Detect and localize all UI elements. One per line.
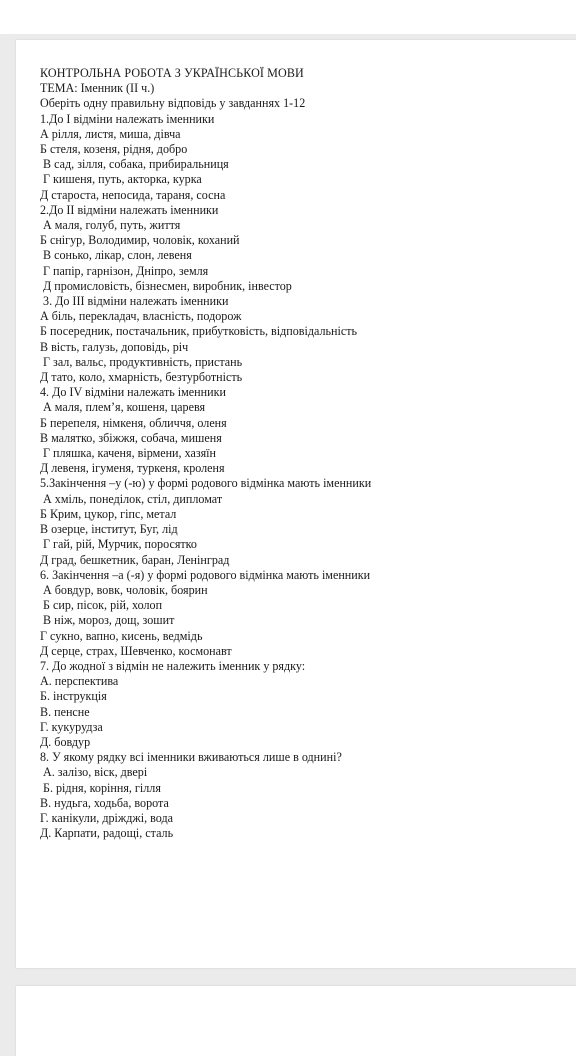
answer-option-line: Б. рідня, коріння, гілля <box>40 780 161 795</box>
viewer-top-strip <box>0 0 576 34</box>
answer-option-line: Д. бовдур <box>40 734 91 749</box>
answer-option-line: А маля, плем’я, кошеня, царевя <box>40 400 206 415</box>
answer-option-line: В сонько, лікар, слон, левеня <box>40 248 192 263</box>
answer-option-line: Б. інструкція <box>40 689 107 704</box>
next-document-page <box>16 986 576 1056</box>
answer-option-line: В озерце, інститут, Буг, лід <box>40 522 178 537</box>
answer-option-line: Г пляшка, каченя, вірмени, хазяїн <box>40 446 217 461</box>
question-line: 7. До жодної з відмін не належить іменник у рядку: <box>40 658 306 673</box>
answer-option-line: Г сукно, вапно, кисень, ведмідь <box>40 628 203 643</box>
answer-option-line: Д промисловість, бізнесмен, виробник, інвестор <box>40 278 292 293</box>
answer-option-line: Г. кукурудза <box>40 719 103 734</box>
answer-option-line: Г папір, гарнізон, Дніпро, земля <box>40 263 209 278</box>
answer-option-line: А бовдур, вовк, чоловік, боярин <box>40 582 208 597</box>
answer-option-line: Д тато, коло, хмарність, безтурботність <box>40 370 243 385</box>
answer-option-line: Б перепеля, німкеня, обличчя, оленя <box>40 415 227 430</box>
answer-option-line: Д левеня, ігуменя, туркеня, кроленя <box>40 461 225 476</box>
answer-option-line: В. пенсне <box>40 704 90 719</box>
question-line: 4. До IV відміни належать іменники <box>40 385 226 400</box>
answer-option-line: А маля, голуб, путь, життя <box>40 218 181 233</box>
answer-option-line: Д град, бешкетник, баран, Ленінград <box>40 552 230 567</box>
document-topic: ТЕМА: Іменник (ІІ ч.) <box>40 81 155 96</box>
answer-option-line: Б снігур, Володимир, чоловік, коханий <box>40 233 240 248</box>
question-line: 1.До І відміни належать іменники <box>40 111 215 126</box>
answer-option-line: А. залізо, віск, двері <box>40 765 148 780</box>
answer-option-line: Б сир, пісок, рій, холоп <box>40 598 163 613</box>
answer-option-line: А рілля, листя, миша, дівча <box>40 126 181 141</box>
question-list <box>40 112 540 842</box>
answer-option-line: Б посередник, постачальник, прибутковість, відповідальність <box>40 324 358 339</box>
answer-option-line: Д. Карпати, радощі, сталь <box>40 826 174 841</box>
answer-option-line: А біль, перекладач, власність, подорож <box>40 309 242 324</box>
answer-option-line: Г кишеня, путь, акторка, курка <box>40 172 202 187</box>
answer-option-line: В вість, галузь, доповідь, річ <box>40 339 189 354</box>
question-line: 2.До ІІ відміни належать іменники <box>40 202 219 217</box>
answer-option-line: В сад, зілля, собака, прибиральниця <box>40 157 229 172</box>
answer-option-line: В малятко, збіжжя, собача, мишеня <box>40 430 222 445</box>
answer-option-line: Д староста, непосида, тараня, сосна <box>40 187 226 202</box>
question-line: 3. До ІІІ відміни належать іменники <box>40 294 229 309</box>
document-instruction: Оберіть одну правильну відповідь у завданнях 1-12 <box>40 96 306 111</box>
question-line: 8. У якому рядку всі іменники вживаються лише в однині? <box>40 750 342 765</box>
answer-option-line: Б Крим, цукор, гіпс, метал <box>40 506 177 521</box>
answer-option-line: В. нудьга, ходьба, ворота <box>40 795 169 810</box>
question-line: 5.Закінчення –у (-ю) у формі родового відмінка мають іменники <box>40 476 372 491</box>
answer-option-line: Б стеля, козеня, рідня, добро <box>40 142 188 157</box>
answer-option-line: Г зал, вальс, продуктивність, пристань <box>40 354 243 369</box>
answer-option-line: Г. канікули, дріжджі, вода <box>40 810 174 825</box>
answer-option-line: В ніж, мороз, дощ, зошит <box>40 613 175 628</box>
answer-option-line: Д серце, страх, Шевченко, космонавт <box>40 643 232 658</box>
question-line: 6. Закінчення –а (-я) у формі родового відмінка мають іменники <box>40 567 371 582</box>
answer-option-line: А хміль, понеділок, стіл, дипломат <box>40 491 223 506</box>
answer-option-line: А. перспектива <box>40 674 119 689</box>
document-title: КОНТРОЛЬНА РОБОТА З УКРАЇНСЬКОЇ МОВИ <box>40 66 304 80</box>
document-content <box>40 66 540 841</box>
answer-option-line: Г гай, рій, Мурчик, поросятко <box>40 537 197 552</box>
